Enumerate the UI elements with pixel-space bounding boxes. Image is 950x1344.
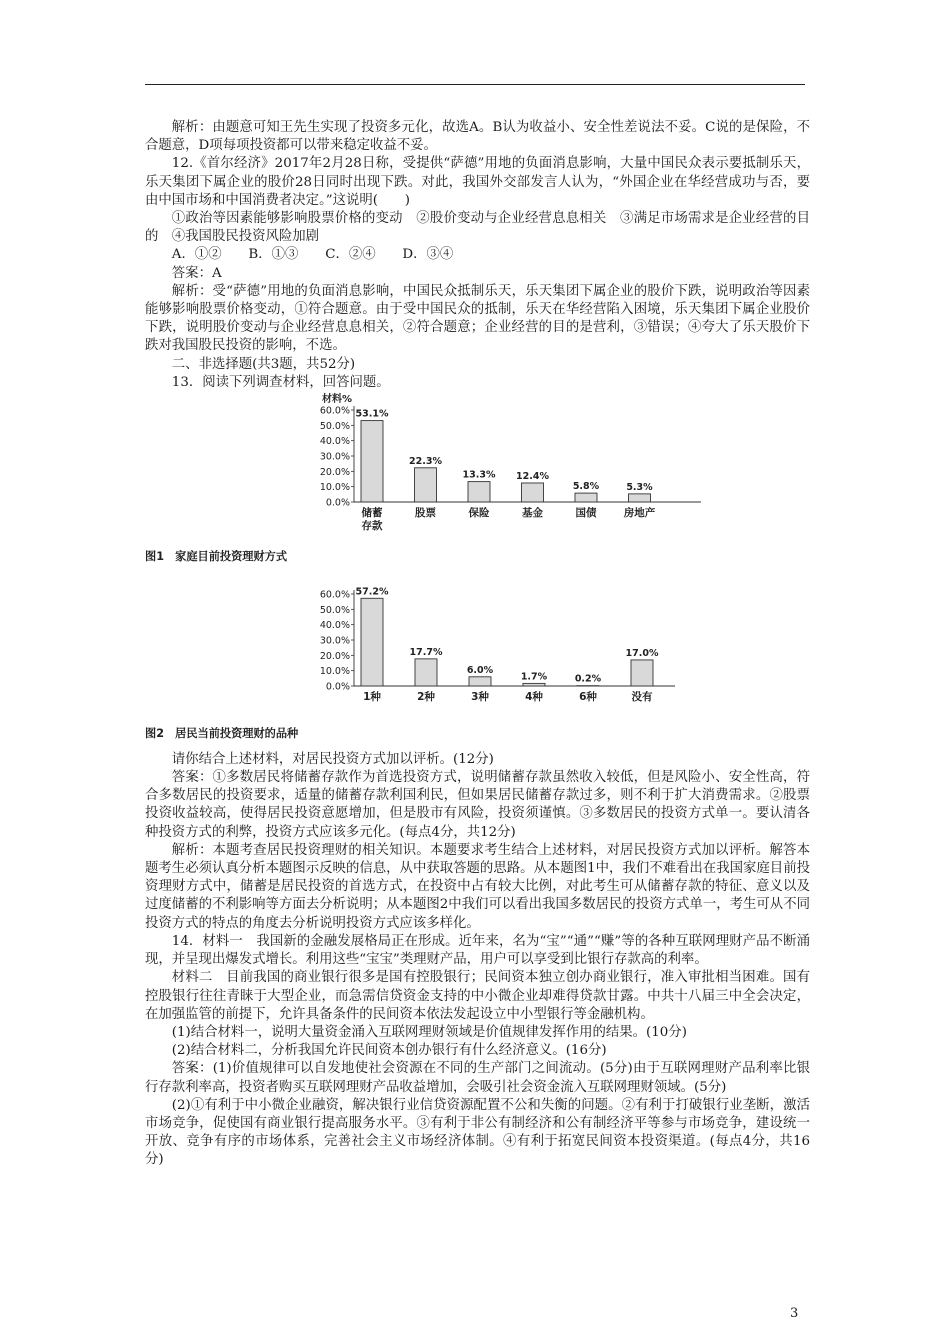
x-tick-label: 保险 <box>468 507 490 520</box>
x-tick-label: 国债 <box>575 507 597 520</box>
chart-2-caption: 图2 居民当前投资理财的品种 <box>145 726 299 740</box>
bottom-paragraphs <box>145 751 810 1170</box>
chart-1-caption: 图1 家庭目前投资理财方式 <box>145 550 288 564</box>
bar-value-label: 5.3% <box>626 481 653 493</box>
y-tick-label: 0.0% <box>325 681 350 693</box>
bar <box>575 493 597 502</box>
y-tick-label: 30.0% <box>319 635 350 647</box>
paragraph: 解析：本题考查居民投资理财的相关知识。本题要求考生结合上述材料，对居民投资方式加以评析。解答本题考生必须认真分析本题图示反映的信息，从中获取答题的思路。从本题图1中，我们不难看出在我国家庭目前投资理财方式中，储蓄是居民投资的首选方式，在投资中占有较大比例，对此考生可从储蓄存款的特征、意义以及过度储蓄的不利影响等方面去分析说明；从本题图2中我们可以看出我国多数居民的投资方式单一，考生可从不同投资方式的特点的角度去分析说明投资方式应该多样化。 <box>145 842 810 931</box>
y-tick-label: 50.0% <box>319 605 350 617</box>
top-paragraphs <box>145 119 810 392</box>
paragraph: 答案：A <box>171 265 222 281</box>
page-content <box>145 119 810 1170</box>
bar-value-label: 22.3% <box>409 455 442 467</box>
paragraph: 解析：由题意可知王先生实现了投资多元化，故选A。B认为收益小、安全性差说法不妥。C说的是保险，不合题意，D项每项投资都可以带来稳定收益不妥。 <box>145 120 810 154</box>
page-number: 3 <box>790 1306 799 1321</box>
x-tick-label: 1种 <box>363 691 381 704</box>
bar <box>629 494 651 502</box>
y-tick-label: 10.0% <box>319 482 350 494</box>
y-tick-label: 20.0% <box>319 651 350 663</box>
bar-value-label: 17.7% <box>409 647 443 659</box>
x-tick-label: 没有 <box>631 691 653 704</box>
x-tick-label: 房地产 <box>623 507 656 520</box>
paragraph: 解析：受“萨德”用地的负面消息影响，中国民众抵制乐天，乐天集团下属企业的股价下跌，说明政治等因素能够影响股票价格变动，①符合题意。由于受中国民众的抵制，乐天在华经营陷入困境，乐天集团下属企业股价下跌，说明股价变动与企业经营息息相关，②符合题意；企业经营的目的是营利，③错误；④夸大了乐天股价下跌对我国股民投资的影响，不选。 <box>145 283 810 354</box>
bar-value-label: 5.8% <box>572 481 600 493</box>
chart-1-svg <box>145 392 810 540</box>
x-tick-label: 6种 <box>579 691 597 704</box>
paragraph: (2)①有利于中小微企业融资，解决银行业信贷资源配置不公和失衡的问题。②有利于打破银行业垄断，激活市场竞争，促使国有商业银行提高服务水平。③有利于非公有制经济和公有制经济平等参与市场竞争，建设统一开放、竞争有序的市场体系，完善社会主义市场经济体制。④有利于拓宽民间资本投资渠道。(每点4分，共16分) <box>145 1097 810 1168</box>
paragraph: 材料二 目前我国的商业银行很多是国有控股银行；民间资本独立创办商业银行，准入审批相当困难。国有控股银行往往青睐于大型企业，而急需信贷资金支持的中小微企业却难得贷款甘露。中共十八届三中全会决定，在加强监管的前提下，允许具备条件的民间资本依法发起设立中小型银行等金融机构。 <box>145 970 810 1022</box>
bar-value-label: 17.0% <box>625 648 659 660</box>
x-tick-label: 2种 <box>417 691 435 704</box>
paragraph: ①政治等因素能够影响股票价格的变动 ②股价变动与企业经营息息相关 ③满足市场需求是企业经营的目的 ④我国股民投资风险加剧 <box>145 211 810 245</box>
bar-value-label: 6.0% <box>466 665 494 677</box>
y-tick-label: 40.0% <box>319 436 350 448</box>
x-tick-label: 股票 <box>415 507 436 520</box>
bar-value-label: 12.4% <box>516 471 549 483</box>
bar <box>522 483 544 502</box>
bar-value-label: 13.3% <box>462 469 496 481</box>
paragraph: (1)结合材料一，说明大量资金涌入互联网理财领域是价值规律发挥作用的结果。(10分) <box>171 1024 687 1040</box>
bar-value-label: 1.7% <box>520 671 548 683</box>
paragraph: 请你结合上述材料，对居民投资方式加以评析。(12分) <box>171 751 494 767</box>
paragraph: 13．阅读下列调查材料，回答问题。 <box>171 374 390 390</box>
paragraph: 12.《首尔经济》2017年2月28日称，受提供“萨德”用地的负面消息影响，大量中国民众表示要抵制乐天，乐天集团下属企业的股价28日同时出现下跌。对此，我国外交部发言人认为，“外国企业在华经营成功与否，要由中国市场和中国消费者决定。”这说明( ) <box>145 156 810 208</box>
x-tick-label: 存款 <box>361 520 383 533</box>
y-tick-label: 60.0% <box>319 405 350 417</box>
y-tick-label: 20.0% <box>319 466 350 478</box>
x-tick-label: 基金 <box>522 507 543 520</box>
paragraph: A．①② B．①③ C．②④ D．③④ <box>171 247 454 263</box>
bar <box>415 468 437 502</box>
paragraph: (2)结合材料二，分析我国允许民间资本创办银行有什么经济意义。(16分) <box>171 1043 607 1059</box>
y-tick-label: 60.0% <box>319 589 350 601</box>
paragraph: 答案：①多数居民将储蓄存款作为首选投资方式，说明储蓄存款虽然收入较低，但是风险小、安全性高，符合多数居民的投资要求，适量的储蓄存款利国利民，但如果居民储蓄存款过多，则不利于扩大消费需求。②股票投资收益较高，使得居民投资意愿增加，但是股市有风险，投资须谨慎。③多数居民的投资方式单一。要认清各种投资方式的利弊，投资方式应该多元化。(每点4分，共12分) <box>145 770 810 840</box>
bar-value-label: 0.2% <box>574 674 602 686</box>
bar <box>415 659 437 686</box>
chart-1 <box>145 392 810 566</box>
bar <box>361 599 383 687</box>
x-tick-label: 3种 <box>471 691 489 704</box>
y-axis-title: 材料% <box>322 394 353 406</box>
bar <box>468 482 490 502</box>
y-tick-label: 0.0% <box>325 497 350 509</box>
x-tick-label: 储蓄 <box>361 507 383 520</box>
x-tick-label: 4种 <box>525 691 543 704</box>
y-tick-label: 50.0% <box>319 420 350 432</box>
y-tick-label: 30.0% <box>319 451 350 463</box>
header-rule <box>145 84 805 85</box>
paragraph: 答案：(1)价值规律可以自发地使社会资源在不同的生产部门之间流动。(5分)由于互联网理财产品利率比银行存款利率高，投资者购买互联网理财产品收益增加，会吸引社会资金流入互联网理财领域。(5分) <box>145 1061 810 1095</box>
bar-value-label: 57.2% <box>355 586 389 598</box>
bar <box>469 677 491 686</box>
bar-value-label: 53.1% <box>355 408 389 420</box>
bar <box>523 684 545 687</box>
paragraph: 14．材料一 我国新的金融发展格局正在形成。近年来，名为“宝”“通”“赚”等的各种互联网理财产品不断涌现，并呈现出爆发式增长。利用这些“宝宝”类理财产品，用户可以享受到比银行存款高的利率。 <box>145 933 810 968</box>
chart-2-svg <box>145 584 810 716</box>
y-tick-label: 40.0% <box>319 620 350 632</box>
paragraph: 二、非选择题(共3题，共52分) <box>171 356 356 372</box>
y-tick-label: 10.0% <box>319 666 350 678</box>
chart-2 <box>145 584 810 742</box>
bar <box>631 660 653 686</box>
bar <box>361 421 383 502</box>
